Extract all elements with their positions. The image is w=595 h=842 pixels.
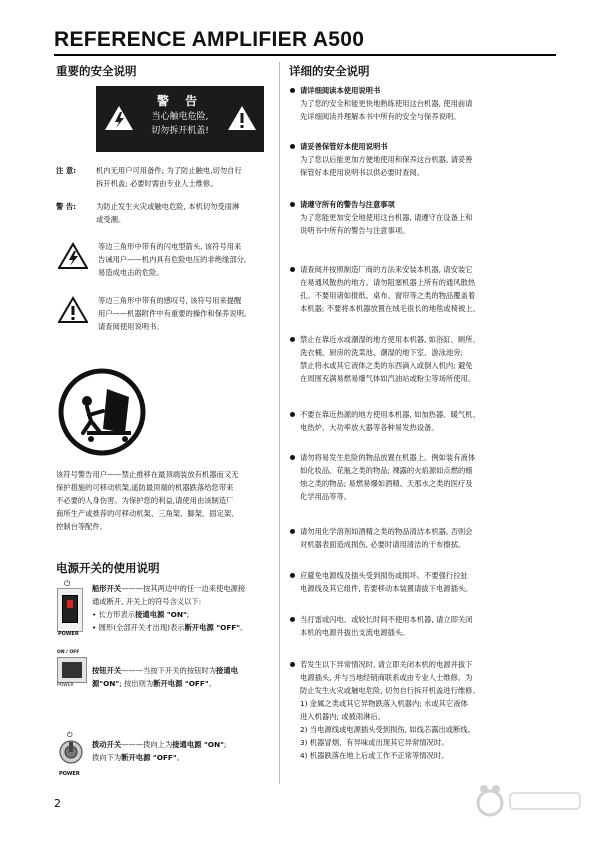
safety-item: 请勿用化学溶剂如酒精之类的物品清洁本机器, 否则会 对机器表面造成损伤, 必要时请用清洁的干布擦拭。 <box>290 525 558 551</box>
rocker-switch-icon: ⏻ POWER <box>57 588 83 632</box>
bullet-icon <box>290 202 295 207</box>
power-switch-heading: 电源开关的使用说明 <box>56 561 160 575</box>
safety-item: 请妥善保管好本使用说明书 为了您以后能更加方便地使用和保养这台机器, 请妥善 保管好本使用说明书以供必要时查阅。 <box>290 140 558 179</box>
warning-box-text: 当心触电危险, 切勿拆开机盖! <box>151 112 209 136</box>
warning-box <box>96 86 264 152</box>
toggle-switch-icon <box>58 730 84 772</box>
bullet-icon <box>290 573 295 578</box>
bullet-icon <box>290 412 295 417</box>
caution-text: 机内无用户可用备件; 为了防止触电,切勿自行 拆开机盖; 必要时需由专业人士维修。 <box>96 166 242 188</box>
rocker-switch-text: 船形开关———按其两边中的任一边来使电源接 通或断开, 开关上的符号含义以下: • 长方形表示接通电源 "ON"; • 圆形(全部开关才出现)表示断开电源 "OFF"。 <box>92 584 248 632</box>
toggle-switch-text: 拨动开关———拨向上为接通电源 "ON"; 拨向下为断开电源 "OFF"。 <box>92 740 227 762</box>
bullet-icon <box>290 617 295 622</box>
lightning-symbol-icon <box>58 242 88 270</box>
title-rule <box>54 54 556 56</box>
warning-note <box>56 200 271 226</box>
svg-text:⏻: ⏻ <box>67 731 73 739</box>
push-button-switch-text: 按钮开关———当按下开关的按钮时为接通电 源"ON"; 按出则为断开电源 "OFF"。 <box>92 666 238 688</box>
warning-box-title: 警 告 <box>156 94 204 108</box>
bullet-icon <box>290 529 295 534</box>
caution-label: 注 意: <box>56 166 77 175</box>
right-heading: 详细的安全说明 <box>289 64 370 78</box>
page-title: REFERENCE AMPLIFIER A500 <box>54 28 365 51</box>
lightning-symbol-text: 等边三角形中带有的闪电型箭头, 该符号用来 告诫用户——机内具有危险电压的非绝缘部分, 易造成电击的危险。 <box>98 242 247 277</box>
exclamation-symbol-icon <box>58 296 88 324</box>
bullet-icon <box>290 337 295 342</box>
exclamation-symbol-text: 等边三角形中带有的感叹号, 该符号用来提醒 用户——机器附件中有重要的操作和保养说明, 请查阅使用说明书。 <box>98 296 247 331</box>
safety-item: 若发生以下异常情况时, 请立即关闭本机的电源并拔下 电源插头, 并与当地经销商联系或由专业人士维修。为 防止发生火灾或触电危险, 切勿自行拆开机盖进行维修。 1) 金属之类或其它异物跌落入机器内; 水或其它液体 进入机器内; 或被雨淋后。 2) 当电源线或电源插头受到损伤, 如线芯露出或断线。 3) 机器冒烟、有异味或出现其它异常情况时。 4) 机器跌落在地上后或工作不正常等情况时。 <box>290 658 558 762</box>
caution-note <box>56 164 271 190</box>
safety-item: 不要在靠近热源的地方使用本机器, 如加热器、暖气机、 电热炉、大功率放大器等各种易发热设备。 <box>290 408 558 434</box>
left-heading: 重要的安全说明 <box>56 64 137 78</box>
warning-label: 警 告: <box>56 202 77 211</box>
page-number: 2 <box>54 797 61 810</box>
safety-item: 应避免电源线及插头受到损伤或损坏。不要强行拉扯 电源线及其它组件, 若要移动本装置请拔下电源插头。 <box>290 569 558 595</box>
bullet-icon <box>290 267 295 272</box>
safety-item: 禁止在靠近水或潮湿的地方使用本机器, 如浴缸、厕所、 洗衣桶、厨房的洗菜池、潮湿的地下室、游泳池旁; 禁止将水或其它液体之类的东西滴入或倒入机内; 避免 在周围充满易燃易爆气体如汽油站或粉尘等场所使用。 <box>290 333 558 385</box>
safety-item: 请详细阅读本使用说明书 为了您的安全和能更快地熟练使用这台机器, 使用前请 先详细阅读并理解本书中所有的安全与保养说明。 <box>290 84 558 123</box>
toggle-power-label: POWER <box>59 771 80 777</box>
bullet-icon <box>290 88 295 93</box>
bullet-icon <box>290 662 295 667</box>
warning-text: 为防止发生火灾或触电危险, 本机切勿受雨淋 或受潮。 <box>96 202 240 224</box>
safety-item: 请查阅并按照制造厂商的方法来安装本机器, 请安装它 在易通风散热的地方。请勿阻塞机器上所有的通风散热 孔。不要用诸如报纸、桌布、窗帘等之类的物品覆盖着 本机器; 不要将本机器放置在绒毛很长的地毯或椅被上。 <box>290 263 558 315</box>
push-button-switch-icon: ON / OFF POWER <box>57 650 87 690</box>
column-divider <box>279 62 280 784</box>
bullet-icon <box>290 455 295 460</box>
exclamation-triangle-icon <box>227 104 257 132</box>
cart-warning-text: 该符号警告用户——禁止推移在最顶端装放有机器而又无 保护措施的可移动机架,遥防最顶端的机器跌落给您带来 不必要的人身伤害。为保护您的利益,请使用由该制造厂 商所生产或推荐的可移动机架、三角架、脚架、固定架、 控制台等配件。 <box>56 470 239 531</box>
safety-item: 请勿将易发生危险的物品放置在机器上。例如装有液体 如化妆品、花瓶之类的物品; 裸露的火焰源如点燃的蜡 烛之类的物品; 易燃易爆如酒精、天那水之类的医疗及 化学用品等等。 <box>290 451 558 503</box>
power-symbol-icon: ⏻ <box>64 579 71 588</box>
watermark-logo-icon <box>470 775 590 835</box>
safety-item: 当打雷或闪电、或较长时间不使用本机器, 请立即关闭 本机的电源并拔出支流电源插头。 <box>290 613 558 639</box>
bullet-icon <box>290 144 295 149</box>
cart-tipover-icon <box>57 367 147 457</box>
safety-item: 请遵守所有的警告与注意事项 为了您能更加安全地使用这台机器, 请遵守在设备上和 说明书中所有的警告与注意事项。 <box>290 198 558 237</box>
